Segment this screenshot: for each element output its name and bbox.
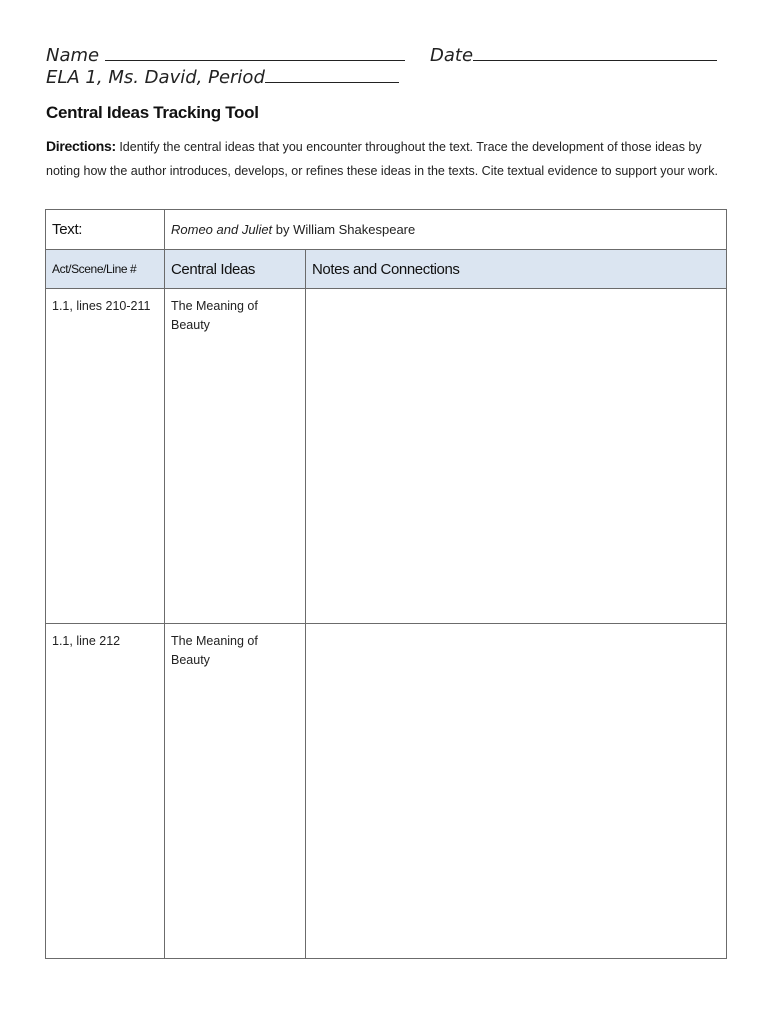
central-idea-text: The Meaning of Beauty: [171, 634, 258, 667]
notes-text: [306, 624, 726, 632]
column-header-central-ideas: Central Ideas: [165, 250, 306, 289]
notes-cell[interactable]: [306, 624, 727, 959]
class-period-label: ELA 1, Ms. David, Period: [46, 67, 265, 88]
date-field[interactable]: [430, 44, 717, 66]
text-value: [165, 210, 727, 250]
text-label: Text:: [46, 210, 165, 250]
page-title: Central Ideas Tracking Tool: [46, 103, 259, 122]
text-author: by William Shakespeare: [275, 222, 416, 237]
date-label: Date: [430, 45, 474, 66]
name-label: Name: [46, 45, 100, 66]
location-text: 1.1, line 212: [52, 634, 121, 648]
tracking-table: [45, 209, 727, 959]
directions-text: Identify the central ideas that you encounter throughout the text. Trace the development of those ideas by noting how the author introduces, develops, or refines these ideas in the texts. Cite textual evidence to support your work.: [46, 140, 718, 178]
location-cell[interactable]: [46, 289, 165, 624]
text-row: [46, 210, 727, 250]
column-header-notes: Notes and Connections: [306, 250, 727, 289]
column-header-location: Act/Scene/Line #: [46, 250, 165, 289]
name-field[interactable]: [46, 44, 405, 66]
directions-label: Directions:: [46, 138, 116, 154]
central-idea-cell[interactable]: [165, 624, 306, 959]
text-title: Romeo and Juliet: [171, 222, 273, 237]
date-blank[interactable]: [473, 44, 717, 61]
directions: [46, 135, 726, 183]
period-blank[interactable]: [265, 66, 399, 83]
location-cell[interactable]: [46, 624, 165, 959]
table-row: [46, 624, 727, 959]
location-text: 1.1, lines 210-211: [52, 299, 151, 313]
column-header-row: [46, 250, 727, 289]
notes-cell[interactable]: [306, 289, 727, 624]
table-row: [46, 289, 727, 624]
central-idea-text: The Meaning of Beauty: [171, 299, 258, 332]
notes-text: [306, 289, 726, 297]
class-period-field[interactable]: [46, 66, 399, 88]
name-blank[interactable]: [105, 44, 405, 61]
central-idea-cell[interactable]: [165, 289, 306, 624]
